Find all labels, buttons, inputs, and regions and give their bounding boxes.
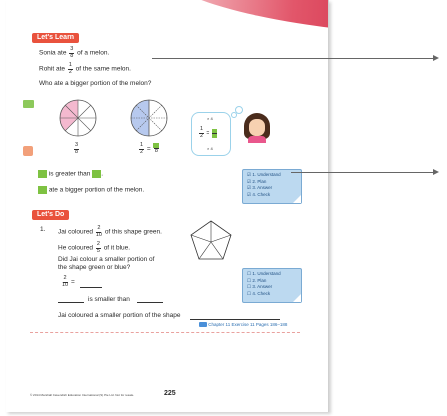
equation: $\frac{2}{10}$ = — [62, 275, 75, 288]
exercise-number: 1. — [40, 226, 46, 233]
callout-arrowhead-top — [433, 55, 439, 61]
equation-blank[interactable] — [80, 287, 102, 288]
thought-bubble: × 4 $\frac{1}{2}$ = × 4 — [191, 112, 231, 156]
smaller-blank-2[interactable] — [137, 302, 163, 303]
exercise-line4: the shape green or blue? — [58, 264, 131, 271]
question-rohit: Rohit ate $\frac{1}{2}$ of the same melon. — [39, 62, 131, 75]
answer-greater: is greater than . — [38, 170, 103, 178]
textbook-page — [6, 0, 329, 412]
section-divider — [30, 332, 300, 333]
answer-bigger: ate a bigger portion of the melon. — [38, 186, 144, 194]
checklist-learn: ☑ 1. Understand ☑ 2. Plan ☑ 3. Answer ☑ 4. Check — [242, 169, 302, 204]
think-icon — [23, 146, 33, 156]
pie-rohit — [129, 98, 169, 138]
pie-sonia-slice-shaded-3 — [60, 118, 78, 131]
pie-sonia-dividers — [60, 100, 96, 136]
exercise-line3: Did Jai colour a smaller portion of — [58, 256, 155, 263]
callout-arrow-top — [152, 58, 433, 59]
exercise-line1: Jai coloured $\frac{2}{10}$ of this shape green. — [58, 225, 162, 238]
book-icon — [199, 322, 207, 327]
lets-learn-banner: Let's Learn — [32, 33, 79, 43]
smaller-text: is smaller than — [88, 296, 130, 303]
pie-sonia-slice-1 — [78, 100, 91, 118]
pie-sonia — [58, 98, 98, 138]
final-sentence: Jai coloured a smaller portion of the shape — [58, 312, 181, 319]
final-blank[interactable] — [190, 319, 280, 320]
copyright: © 2014 Marshall Cavendish Education International (S) Pte Ltd. Not for resale. — [30, 393, 135, 397]
smaller-blank-1[interactable] — [58, 302, 84, 303]
question-sonia: Sonia ate $\frac{3}{8}$ of a melon. — [39, 46, 110, 59]
pie-sonia-label: $\frac{3}{8}$ — [74, 142, 79, 155]
pentagon-shape — [189, 219, 233, 261]
header-swoosh — [155, 0, 329, 33]
exercise-line2: He coloured $\frac{2}{5}$ of it blue. — [58, 241, 131, 254]
page-number: 225 — [164, 390, 176, 397]
lets-do-banner: Let's Do — [32, 210, 69, 220]
model-icon — [23, 100, 34, 108]
bubble-fraction: $\frac{1}{2}$ = — [198, 127, 218, 139]
callout-arrow-mid — [291, 172, 433, 173]
chapter-reference: Chapter 11 Exercise 11 Pages 186–188 — [199, 322, 287, 327]
question-who: Who ate a bigger portion of the melon? — [39, 80, 152, 87]
checklist-do: ☐ 1. Understand ☐ 2. Plan ☐ 3. Answer ☐ 4. Check — [242, 268, 302, 303]
pie-rohit-label: $\frac{1}{2}$ = 8 — [139, 142, 158, 155]
girl-illustration — [244, 113, 270, 143]
callout-arrowhead-mid — [433, 169, 439, 175]
